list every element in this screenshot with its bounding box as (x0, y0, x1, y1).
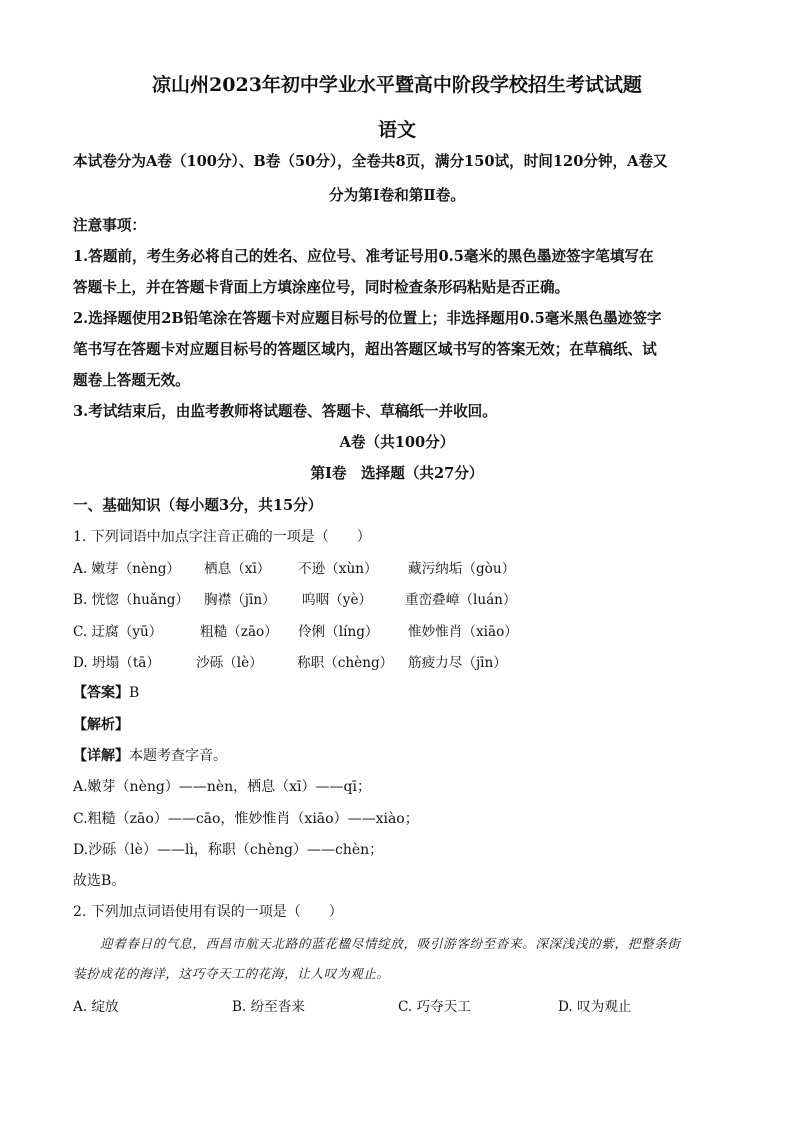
q1-explain-a: A.嫩芽（nèng）——nèn，栖息（xī）——qī； (73, 779, 371, 795)
intro-line-2: 分为第Ⅰ卷和第Ⅱ卷。 (329, 187, 465, 204)
notice-item-2-line-1: 2.选择题使用2B铅笔涂在答题卡对应题目标号的位置上；非选择题用0.5毫米黑色墨迹签字 (73, 310, 662, 327)
subject-title: 语文 (377, 119, 416, 141)
notice-item-2-line-2: 笔书写在答题卡对应题目标号的答题区域内，超出答题区域书写的答案无效；在草稿纸、试 (73, 341, 657, 358)
notice-item-2-line-3: 题卷上答题无效。 (73, 372, 190, 389)
q1-explain-c: C.粗糙（zāo）——cāo，惟妙惟肖（xiāo）——xiào； (73, 811, 419, 827)
analysis-tag: 【解析】 (73, 717, 129, 733)
q2-option-c: C. 巧夺天工 (398, 999, 471, 1015)
q1-detail (73, 745, 227, 765)
q1-option-c-word-1: C. 迂腐（yū） (73, 624, 163, 640)
q2-option-b: B. 纷至沓来 (232, 999, 306, 1015)
detail-text: 本题考查字音。 (129, 748, 227, 764)
q1-answer (73, 682, 139, 702)
notice-item-3: 3.考试结束后，由监考教师将试题卷、答题卡、草稿纸一并收回。 (73, 403, 497, 420)
q1-option-c-word-2: 粗糙（zāo） (200, 624, 278, 640)
q1-option-d-word-2: 沙砾（lè） (196, 655, 263, 671)
q1-option-c-word-4: 惟妙惟肖（xiāo） (408, 624, 518, 640)
q1-explain-d: D.沙砾（lè）——lì，称职（chèng）——chèn； (73, 842, 384, 858)
q1-option-b-word-1: B. 恍惚（huǎng） (73, 592, 190, 608)
q1-conclusion: 故选B。 (73, 873, 126, 889)
q1-option-a-word-4: 藏污纳垢（gòu） (408, 561, 516, 577)
volume-a-heading: A卷（共100分） (339, 434, 455, 451)
page-title: 凉山州2023年初中学业水平暨高中阶段学校招生考试试题 (152, 74, 642, 96)
q2-passage-line-1: 迎着春日的气息，西昌市航天北路的蓝花楹尽情绽放，吸引游客纷至沓来。深深浅浅的紫，把整条街 (100, 936, 681, 951)
part-1-heading: 一、基础知识（每小题3分，共15分） (73, 497, 323, 514)
notice-heading: 注意事项： (73, 217, 146, 234)
notice-item-1-line-2: 答题卡上，并在答题卡背面上方填涂座位号，同时检查条形码粘贴是否正确。 (73, 279, 570, 296)
q1-stem: 1. 下列词语中加点字注音正确的一项是（ ） (73, 529, 371, 545)
section-1-heading: 第Ⅰ卷 选择题（共27分） (310, 465, 484, 482)
notice-item-1-line-1: 1.答题前，考生务必将自己的姓名、应位号、准考证号用0.5毫米的黑色墨迹签字笔填写在 (73, 248, 654, 265)
answer-value: B (129, 685, 140, 701)
q1-option-d-word-3: 称职（chèng） (297, 655, 394, 671)
answer-tag: 【答案】 (73, 685, 129, 701)
q1-option-b-word-3: 呜咽（yè） (302, 592, 373, 608)
q2-passage-line-2: 装扮成花的海洋，这巧夺天工的花海，让人叹为观止。 (73, 966, 390, 981)
q1-option-b-word-4: 重峦叠嶂（luán） (405, 592, 517, 608)
detail-tag: 【详解】 (73, 748, 129, 764)
q1-option-d-word-1: D. 坍塌（tā） (73, 655, 160, 671)
q1-option-a-word-1: A. 嫩芽（nèng） (73, 561, 181, 577)
q1-option-a-word-3: 不逊（xùn） (298, 561, 378, 577)
q2-option-d: D. 叹为观止 (558, 999, 632, 1015)
q1-option-d-word-4: 筋疲力尽（jīn） (408, 655, 507, 671)
q2-option-a: A. 绽放 (73, 999, 119, 1015)
q1-option-c-word-3: 伶俐（líng） (298, 624, 379, 640)
q1-option-a-word-2: 栖息（xī） (204, 561, 271, 577)
q2-stem: 2. 下列加点词语使用有误的一项是（ ） (73, 904, 343, 920)
q1-option-b-word-2: 胸襟（jīn） (204, 592, 276, 608)
intro-line-1: 本试卷分为A卷（100分）、B卷（50分），全卷共8页，满分150试，时间120分钟，A卷又 (73, 153, 668, 170)
